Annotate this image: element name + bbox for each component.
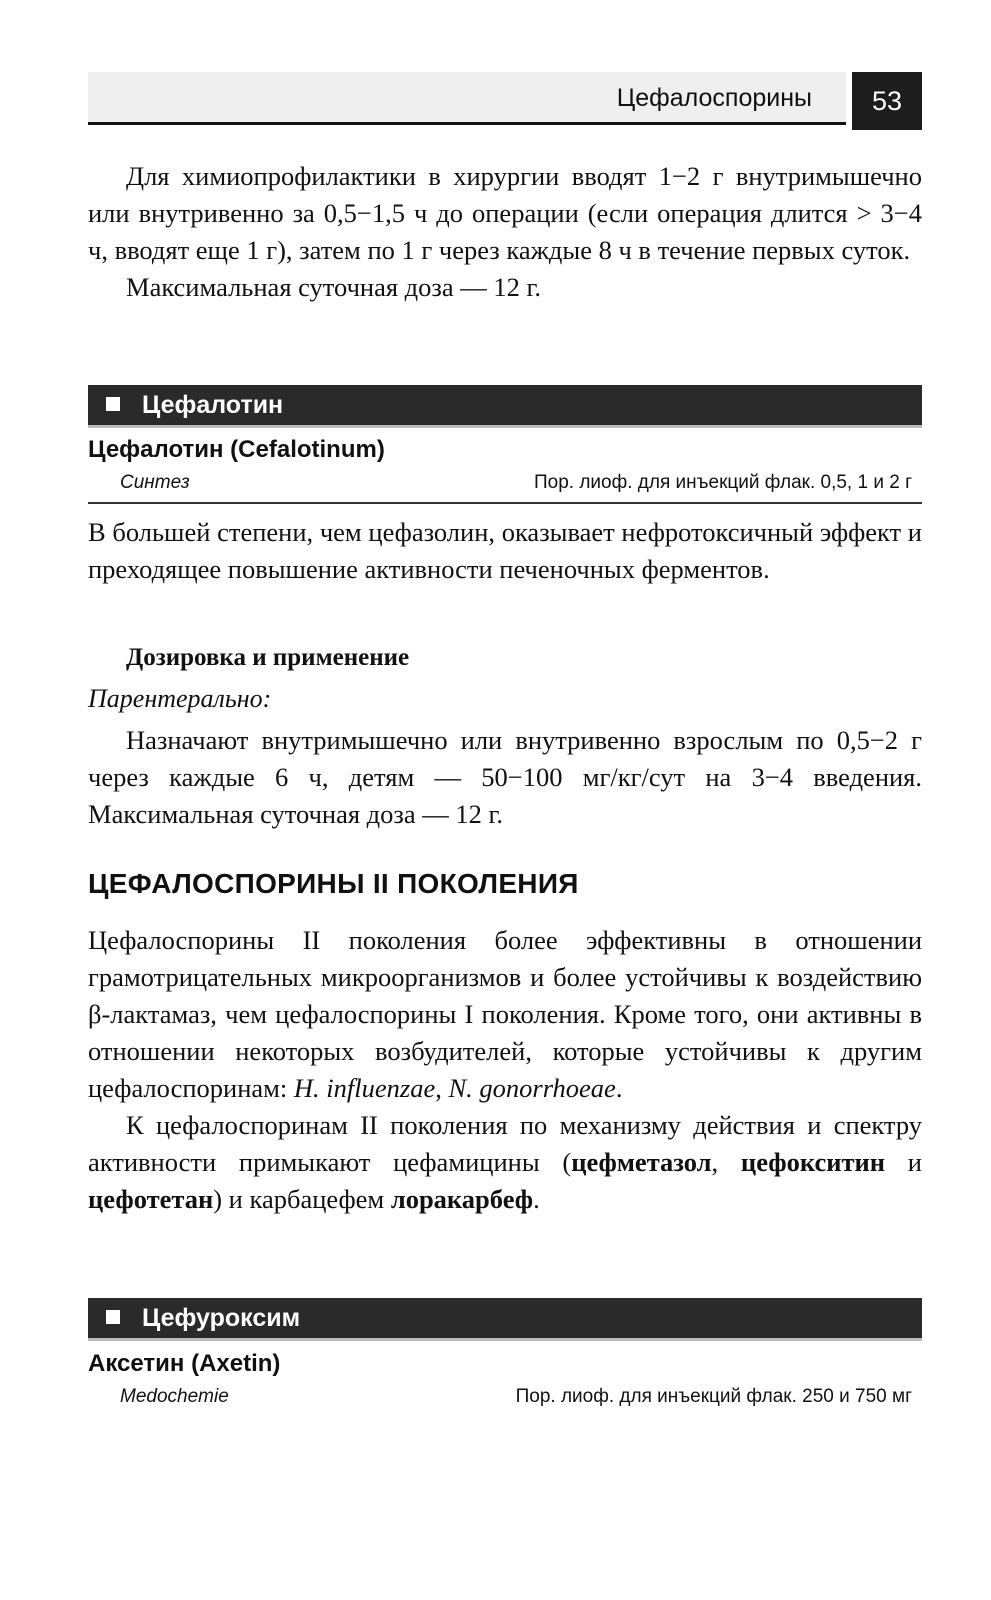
section-heading-gen2: ЦЕФАЛОСПОРИНЫ II ПОКОЛЕНИЯ xyxy=(88,868,579,899)
page-number: 53 xyxy=(852,72,922,130)
organism-1: H. influenzae xyxy=(293,1073,436,1103)
square-bullet-icon xyxy=(106,1310,120,1324)
dosage-text xyxy=(88,722,922,833)
gen2-p1-end: . xyxy=(615,1073,623,1103)
cefalotin-description xyxy=(88,514,922,588)
intro-paragraph-1: Для химиопрофилактики в хирургии вводят 1−2 г внутримышечно или внутривенно за 0,5−1,5 ч до операции (если операция длится > 3−4 ч, вводят еще 1 г), затем по 1 г через каждые 8 ч в течение первых суток. xyxy=(88,161,922,265)
intro-text xyxy=(88,158,922,306)
drug-maker: Medochemie xyxy=(120,1386,229,1407)
organism-2: N. gonorrhoeae xyxy=(448,1073,616,1103)
gen2-text xyxy=(88,922,922,1218)
drug-term-3: цефотетан xyxy=(88,1184,214,1214)
drug-name-cefalotin: Цефалотин (Cefalotinum) xyxy=(88,436,385,463)
drug-term-2: цефокситин xyxy=(740,1147,886,1177)
gen2-p2-end: . xyxy=(533,1184,540,1214)
drug-row-cefalotin xyxy=(88,470,922,500)
drug-term-4: лоракарбеф xyxy=(390,1184,534,1214)
divider-rule xyxy=(88,502,922,504)
route-label: Парентерально: xyxy=(88,684,272,713)
gen2-p2-start: К цефалоспоринам II поколения по механизму действия и спектру активности примыкают цефамицины ( xyxy=(88,1110,922,1177)
gen2-p1-text: Цефалоспорины II поколения более эффективны в отношении грамотрицательных микроорганизмов и более устойчивы к воздействию β-лактамаз, чем цефалоспорины I поколения. Кроме того, они активны в отношении некоторых возбудителей, которые устойчивы к другим цефалоспоринам: xyxy=(88,925,922,1103)
drug-name-axetin: Аксетин (Axetin) xyxy=(88,1350,281,1377)
running-title: Цефалоспорины xyxy=(616,84,812,112)
square-bullet-icon xyxy=(106,397,120,411)
drug-form: Пор. лиоф. для инъекций флак. 0,5, 1 и 2 г xyxy=(533,472,912,493)
section-bar-title: Цефуроксим xyxy=(142,1304,301,1332)
drug-maker: Синтез xyxy=(120,472,190,493)
drug-term-1: цефметазол xyxy=(571,1147,712,1177)
gen2-p2-and: и xyxy=(885,1147,922,1177)
section-bar-title: Цефалотин xyxy=(142,391,284,419)
gen2-p2-mid: ) и карбацефем xyxy=(213,1184,391,1214)
gen2-paragraph-1 xyxy=(88,922,922,1107)
gen2-paragraph-2 xyxy=(88,1107,922,1218)
running-header xyxy=(88,72,922,128)
section-bar-cefuroxime xyxy=(88,1298,922,1341)
description-paragraph: В большей степени, чем цефазолин, оказывает нефротоксичный эффект и преходящее повышение активности печеночных ферментов. xyxy=(88,517,922,584)
drug-row-axetin xyxy=(88,1384,922,1414)
intro-paragraph-2: Максимальная суточная доза — 12 г. xyxy=(126,272,542,302)
dosage-paragraph: Назначают внутримышечно или внутривенно взрослым по 0,5−2 г через каждые 6 ч, детям — 50−100 мг/кг/сут на 3−4 введения. Максимальная суточная доза — 12 г. xyxy=(88,725,922,829)
drug-form: Пор. лиоф. для инъекций флак. 250 и 750 мг xyxy=(515,1386,912,1407)
gen2-p2-comma: , xyxy=(711,1147,741,1177)
gen2-p1-sep: , xyxy=(435,1073,449,1103)
dosage-heading: Дозировка и применение xyxy=(126,644,410,671)
section-bar-cefalotin xyxy=(88,385,922,428)
